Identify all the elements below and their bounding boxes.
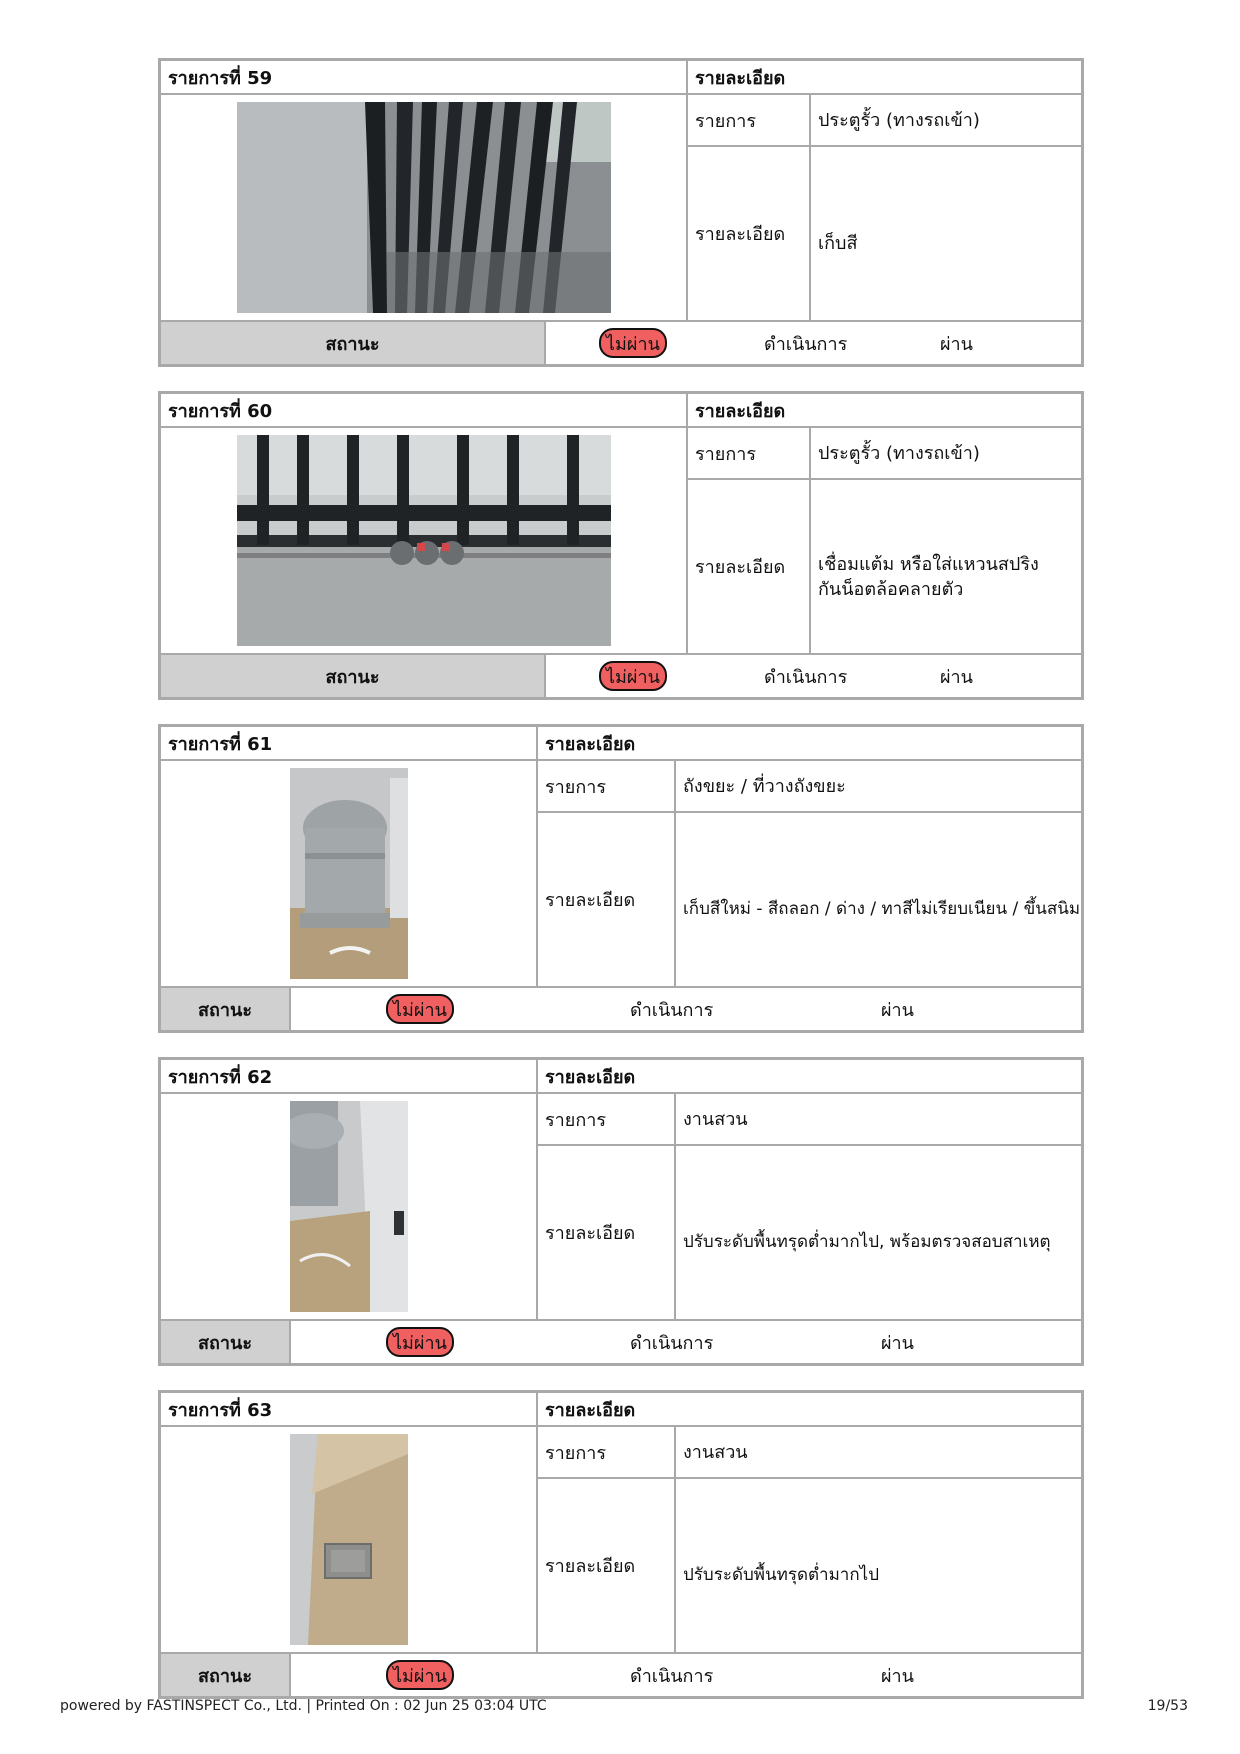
status-label: สถานะ	[161, 322, 546, 364]
status-label: สถานะ	[161, 1321, 291, 1363]
card-header	[161, 727, 1081, 761]
status-in-progress-option[interactable]: ดำเนินการ	[764, 333, 848, 355]
item-photo	[161, 1427, 538, 1652]
ground-drain-photo-icon	[290, 1434, 408, 1645]
item-photo	[161, 428, 688, 653]
status-options	[291, 988, 1081, 1030]
status-options	[291, 1321, 1081, 1363]
status-options	[546, 322, 1081, 364]
item-value: งานสวน	[683, 1441, 748, 1463]
detail-label: รายละเอียด	[688, 480, 811, 653]
status-pass-option[interactable]: ผ่าน	[940, 333, 973, 355]
details-panel	[538, 1094, 1081, 1319]
inspection-card-60	[158, 391, 1084, 700]
trash-bin-photo-icon	[290, 768, 408, 979]
item-photo	[161, 761, 538, 986]
inspection-card-61	[158, 724, 1084, 1033]
card-header	[161, 1060, 1081, 1094]
gate-wheel-photo-icon	[237, 435, 611, 646]
detail-value: ปรับระดับพื้นทรุดต่ำมากไป, พร้อมตรวจสอบสาเหตุ	[683, 1232, 1051, 1252]
details-header: รายละเอียด	[545, 1066, 636, 1088]
detail-value: เก็บสีใหม่ - สีถลอก / ด่าง / ทาสีไม่เรียบเนียน / ขึ้นสนิม	[683, 899, 1081, 919]
item-value: งานสวน	[683, 1108, 748, 1130]
inspection-card-63	[158, 1390, 1084, 1699]
gate-bars-photo-icon	[237, 102, 611, 313]
detail-label: รายละเอียด	[538, 1479, 676, 1652]
status-row	[161, 322, 1081, 364]
card-body	[161, 1427, 1081, 1654]
card-header	[161, 394, 1081, 428]
status-label: สถานะ	[161, 988, 291, 1030]
details-header: รายละเอียด	[545, 733, 636, 755]
status-options	[546, 655, 1081, 697]
item-label: รายการ	[538, 1427, 676, 1477]
status-row	[161, 988, 1081, 1030]
item-photo	[161, 1094, 538, 1319]
inspection-card-62	[158, 1057, 1084, 1366]
details-panel	[538, 761, 1081, 986]
item-title: รายการที่ 61	[161, 727, 538, 759]
status-row	[161, 1654, 1081, 1696]
status-fail-option[interactable]: ไม่ผ่าน	[599, 328, 667, 358]
item-label: รายการ	[538, 761, 676, 811]
details-panel	[538, 1427, 1081, 1652]
item-value: ถังขยะ / ที่วางถังขยะ	[683, 775, 846, 797]
item-label: รายการ	[688, 95, 811, 145]
detail-label: รายละเอียด	[688, 147, 811, 320]
inspection-card-59	[158, 58, 1084, 367]
item-photo	[161, 95, 688, 320]
details-header: รายละเอียด	[695, 67, 786, 89]
status-row	[161, 1321, 1081, 1363]
item-title: รายการที่ 63	[161, 1393, 538, 1425]
status-fail-option[interactable]: ไม่ผ่าน	[386, 994, 454, 1024]
status-fail-option[interactable]: ไม่ผ่าน	[386, 1327, 454, 1357]
status-pass-option[interactable]: ผ่าน	[881, 999, 914, 1021]
status-in-progress-option[interactable]: ดำเนินการ	[764, 666, 848, 688]
card-header	[161, 61, 1081, 95]
item-title: รายการที่ 60	[161, 394, 688, 426]
status-fail-option[interactable]: ไม่ผ่าน	[599, 661, 667, 691]
detail-label: รายละเอียด	[538, 1146, 676, 1319]
detail-value: เชื่อมแต้ม หรือใส่แหวนสปริง กันน็อตล้อคลายตัว	[818, 553, 1039, 600]
item-value: ประตูรั้ว (ทางรถเข้า)	[818, 109, 980, 131]
card-body	[161, 95, 1081, 322]
status-in-progress-option[interactable]: ดำเนินการ	[630, 1665, 714, 1687]
item-label: รายการ	[688, 428, 811, 478]
item-label: รายการ	[538, 1094, 676, 1144]
footer-credit: powered by FASTINSPECT Co., Ltd. | Printed On : 02 Jun 25 03:04 UTC	[60, 1698, 547, 1714]
card-body	[161, 1094, 1081, 1321]
status-pass-option[interactable]: ผ่าน	[940, 666, 973, 688]
item-value: ประตูรั้ว (ทางรถเข้า)	[818, 442, 980, 464]
detail-label: รายละเอียด	[538, 813, 676, 986]
detail-value: เก็บสี	[818, 233, 858, 254]
item-title: รายการที่ 62	[161, 1060, 538, 1092]
status-row	[161, 655, 1081, 697]
status-fail-option[interactable]: ไม่ผ่าน	[386, 1660, 454, 1690]
details-panel	[688, 95, 1081, 320]
status-label: สถานะ	[161, 655, 546, 697]
detail-value: ปรับระดับพื้นทรุดต่ำมากไป	[683, 1565, 879, 1585]
card-body	[161, 761, 1081, 988]
status-in-progress-option[interactable]: ดำเนินการ	[630, 999, 714, 1021]
page-number: 19/53	[1147, 1698, 1188, 1714]
details-header: รายละเอียด	[545, 1399, 636, 1421]
status-pass-option[interactable]: ผ่าน	[881, 1665, 914, 1687]
card-header	[161, 1393, 1081, 1427]
status-pass-option[interactable]: ผ่าน	[881, 1332, 914, 1354]
item-title: รายการที่ 59	[161, 61, 688, 93]
details-header: รายละเอียด	[695, 400, 786, 422]
details-panel	[688, 428, 1081, 653]
ground-corner-photo-icon	[290, 1101, 408, 1312]
status-in-progress-option[interactable]: ดำเนินการ	[630, 1332, 714, 1354]
card-body	[161, 428, 1081, 655]
status-label: สถานะ	[161, 1654, 291, 1696]
status-options	[291, 1654, 1081, 1696]
